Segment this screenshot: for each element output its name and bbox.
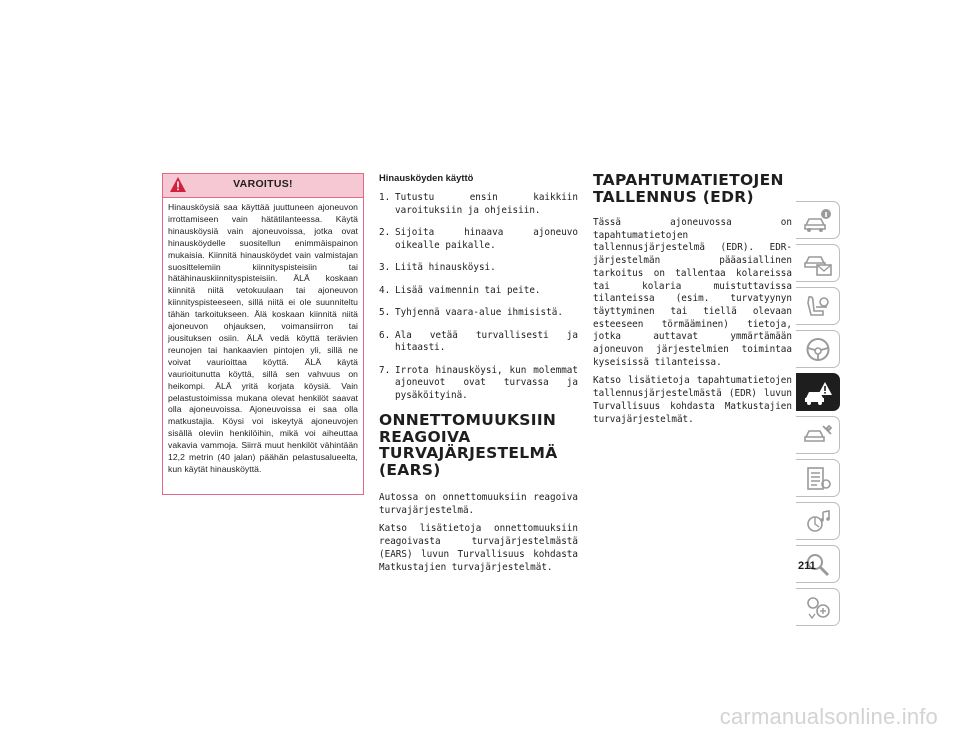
step-number: 7. — [379, 364, 391, 376]
tab-navigation-music[interactable] — [796, 502, 840, 540]
step-number: 3. — [379, 262, 391, 273]
list-item — [379, 285, 578, 298]
step-text: Liitä hinausköysi. — [395, 262, 496, 273]
ears-paragraph-2: Katso lisätietoja onnettomuuksiin reagoivasta turvajärjestelmästä (EARS) luvun Turvallisuus kohdasta Matkustajien turvajärjestelmät. — [379, 523, 578, 573]
car-service-icon — [803, 422, 833, 449]
list-item — [379, 227, 578, 252]
car-emergency-icon — [803, 379, 833, 406]
step-text: Ala vetää turvallisesti ja hitaasti. — [395, 329, 578, 353]
ears-heading — [379, 412, 578, 478]
car-mail-icon — [803, 250, 833, 277]
list-item — [379, 330, 578, 355]
car-info-icon — [803, 207, 833, 234]
tab-car-service[interactable] — [796, 416, 840, 454]
step-text: Sijoita hinaava ajoneuvo oikealle paikalle. — [395, 227, 578, 251]
seat-safety-icon — [803, 293, 833, 320]
towing-steps — [379, 192, 578, 402]
heading-line: REAGOIVA — [379, 427, 471, 446]
steering-wheel-icon — [803, 336, 833, 363]
right-column — [593, 172, 792, 432]
step-text: Tutustu ensin kaikkiin varoituksiin ja ohjeisiin. — [395, 192, 578, 216]
heading-line: TALLENNUS (EDR) — [593, 187, 754, 206]
checklist-icon — [803, 465, 833, 492]
step-number: 4. — [379, 284, 391, 296]
list-item — [379, 192, 578, 217]
list-item — [379, 262, 578, 275]
tab-seat-safety[interactable] — [796, 287, 840, 325]
step-number: 6. — [379, 329, 391, 341]
list-item — [379, 307, 578, 320]
step-number: 5. — [379, 307, 391, 318]
tab-checklist[interactable] — [796, 459, 840, 497]
list-item — [379, 365, 578, 403]
tab-car-emergency[interactable] — [796, 373, 840, 411]
heading-line: (EARS) — [379, 460, 441, 479]
edr-paragraph-1: Tässä ajoneuvossa on tapahtumatietojen tallennusjärjestelmä (EDR). EDR-järjestelmän pääasiallinen tarkoitus on tallentaa kolareissa tai kolaria muistuttavissa tilanteissa (esim. turvatyynyn täyttyminen tai tiellä olevaan esteeseen törmääminen) tietoja, jotka auttavat ymmärtämään ajoneuvon järjestelmien toimintaa kyseisissä tilanteissa. — [593, 217, 792, 368]
tab-multilingual[interactable] — [796, 588, 840, 626]
page-number: 211 — [798, 560, 816, 572]
ears-paragraph-1: Autossa on onnettomuuksiin reagoiva turvajärjestelmä. — [379, 492, 578, 516]
multilingual-icon — [803, 594, 833, 621]
tab-car-info[interactable] — [796, 201, 840, 239]
warning-text: Hinausköysiä saa käyttää juuttuneen ajoneuvon irrottamiseen vain hätätilanteessa. Käytä hinausköysiä vain ajoneuvoissa, jotka ovat hinausköydelle suositellun enimmäispainon mukaisia. Kiinnitä hinausköydet vain valmistajan suosittelemiin kiinnityspisteisiin tai hätähinauskiinnityspisteisiin. ÄLÄ koskaan kiinnitä niitä vetokuulaan tai ajoneuvon kiinnityspisteeseen, sillä niitä ei ole suunniteltu tähän tarkoitukseen. Älä koskaan kiinnitä niitä ajoneuvon ohjauksen, voimansiirron tai jousituksen osiin. ÄLÄ vedä köyttä terävien reunojen tai hankaavien pintojen yli, sillä ne voivat vaurioittaa köyttä. ÄLÄ käytä vaurioitunutta köyttä, sillä sen vahvuus on heikompi. ÄLÄ yritä korjata köysiä. Vain pelastustoimissa mukana olevat henkilöt saavat olla ajoneuvoissa. Ajoneuvoissa ei saa olla matkustajia. Köysi voi iskeytyä ajoneuvojen sisällä oleviin henkilöihin, mikä voi aiheuttaa vakavia vammoja. Siirrä muut henkilöt vähintään 12,2 metrin (40 jalan) päähän pelastusalueelta, kun käytät hinausköyttä. — [168, 202, 358, 474]
heading-line: TAPAHTUMATIETOJEN — [593, 171, 784, 189]
tab-steering-wheel[interactable] — [796, 330, 840, 368]
step-number: 1. — [379, 192, 391, 203]
edr-paragraph-2: Katso lisätietoja tapahtumatietojen tallennusjärjestelmästä (EDR) luvun Turvallisuus kohdasta Matkustajien turvajärjestelmät. — [593, 375, 792, 425]
warning-title: VAROITUS! — [233, 178, 293, 190]
step-number: 2. — [379, 227, 391, 238]
step-text: Lisää vaimennin tai peite. — [395, 284, 541, 296]
heading-line: ONNETTOMUUKSIIN — [379, 411, 557, 429]
warning-box — [162, 173, 364, 495]
tab-car-mail[interactable] — [796, 244, 840, 282]
edr-heading — [593, 172, 792, 205]
navigation-music-icon — [803, 508, 833, 535]
heading-line: TURVAJÄRJESTELMÄ — [379, 444, 558, 462]
towing-subheading: Hinausköyden käyttö — [379, 172, 474, 183]
step-text: Tyhjennä vaara-alue ihmisistä. — [395, 307, 563, 318]
footer-watermark: carmanualsonline.info — [719, 704, 938, 729]
warning-header — [163, 174, 363, 198]
middle-column — [379, 172, 578, 580]
step-text: Irrota hinausköysi, kun molemmat ajoneuvot ovat turvassa ja pysäköityinä. — [395, 364, 578, 401]
